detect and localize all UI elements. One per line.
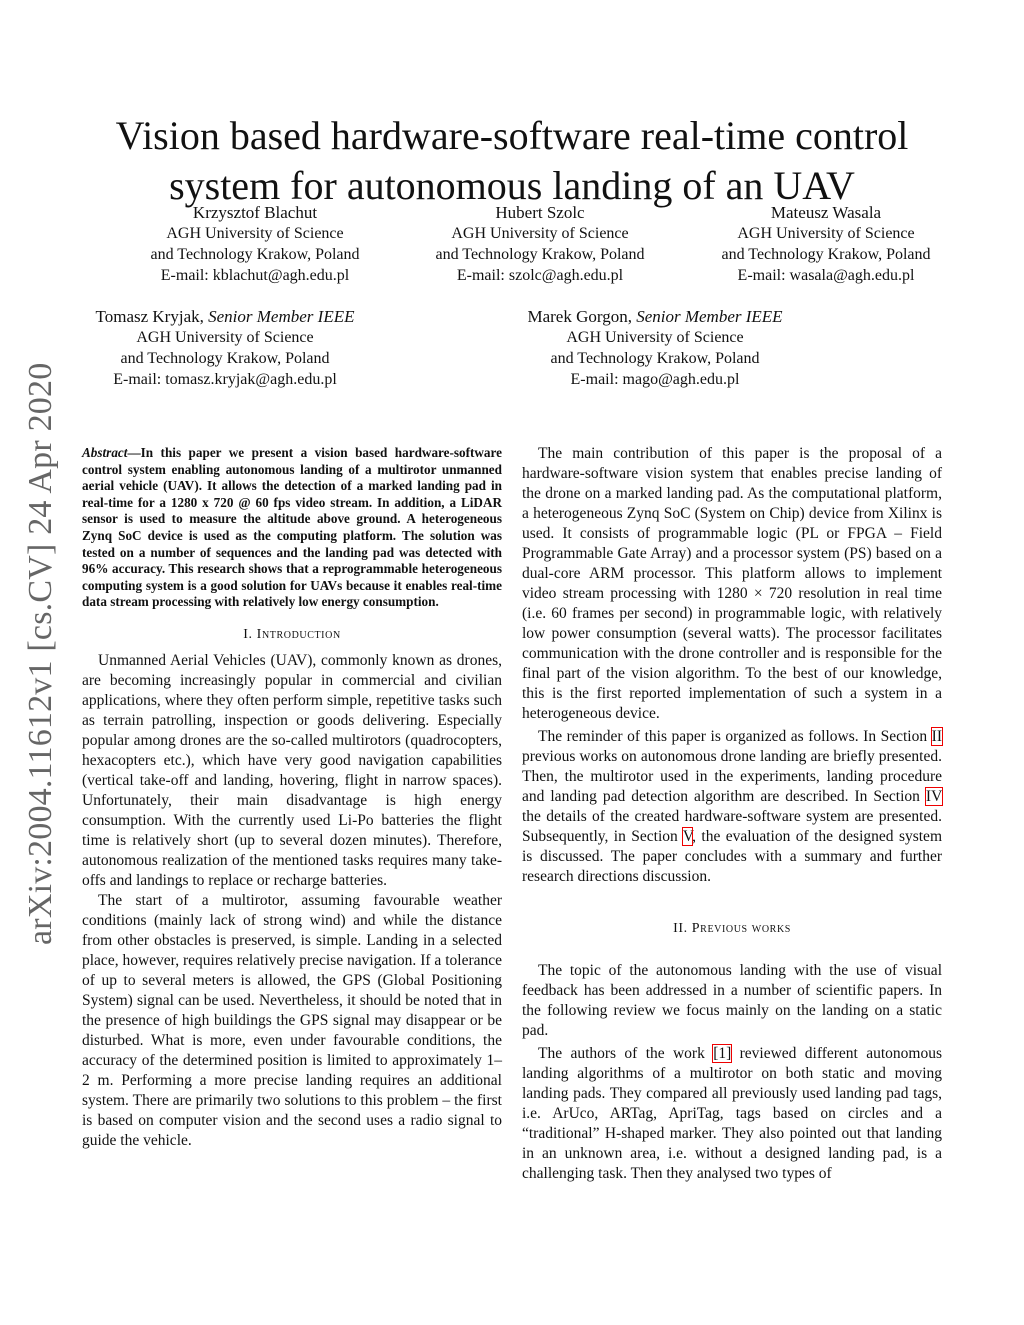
paragraph: The start of a multirotor, assuming favourable weather conditions (mainly lack of strong wind) and while the distance from other obstacles is preserved, is simple. Landing in a selected place, however, requires relatively precise navigation. If a tolerance of up to several meters is allowed, the GPS (Global Positioning System) signal can be used. Nevertheless, it should be noted that in the presence of high buildings the GPS signal may disappear or be disturbed. What is more, even under favourable conditions, the accuracy of the determined position is limited to approximately 1–2 m. Performing a more precise landing requires an additional system. There are primarily two solutions to this problem – the first is based on computer vision and the second uses a radio signal to guide the vehicle. — [82, 891, 502, 1149]
author-name: Krzysztof Blachut — [192, 203, 318, 222]
author-affiliation: and Technology Krakow, Poland — [120, 350, 330, 367]
abstract-label: Abstract — [82, 445, 128, 460]
paragraph-text: previous works on autonomous drone landing are briefly presented. Then, the multirotor used in the experiments, landing procedure and landing pad detection algorithm are described. In Section — [522, 748, 942, 805]
author-email: E-mail: wasala@agh.edu.pl — [737, 267, 915, 284]
author-name-line — [500, 306, 810, 327]
author-affiliation: AGH University of Science — [737, 225, 915, 242]
author-role: Senior Member IEEE — [636, 307, 783, 326]
paragraph — [522, 727, 942, 887]
author-block — [686, 202, 966, 286]
section-heading: I. Introduction — [243, 626, 341, 642]
author-name-line — [70, 306, 380, 327]
paper-title: Vision based hardware-software real-time control system for autonomous landing of an UAV — [115, 112, 909, 208]
arxiv-identifier: arXiv:2004.11612v1 [cs.CV] 24 Apr 2020 — [22, 362, 59, 945]
author-affiliation: and Technology Krakow, Poland — [435, 246, 645, 263]
author-email: E-mail: tomasz.kryjak@agh.edu.pl — [113, 371, 337, 388]
paragraph-text: The authors of the work — [538, 1045, 714, 1062]
section-link[interactable]: II — [931, 728, 942, 745]
paragraph: The topic of the autonomous landing with the use of visual feedback has been addressed in a number of scientific papers. In the following review we focus mainly on the landing on a static pad. — [522, 962, 942, 1039]
author-affiliation: and Technology Krakow, Poland — [150, 246, 360, 263]
paragraph: Unmanned Aerial Vehicles (UAV), commonly known as drones, are becoming increasingly popular in commercial and civilian applications, where they often perform simple, repetitive tasks such as terrain patrolling, inspection or goods delivering. Especially popular among drones are the so-called multirotors (quadrocopters, hexacopters etc.), which have very good navigation capabilities (vertical take-off and landing, hovering, flight in narrow spaces). Unfortunately, their main disadvantage is high energy consumption. With the currently used Li-Po batteries the flight time is relatively short (up to several dozen minutes). Therefore, autonomous realization of the mentioned tasks requires many take-offs and landings to replace or recharge batteries. — [82, 651, 502, 889]
section-link[interactable]: IV — [925, 788, 942, 805]
paragraph-text: reviewed different autonomous landing algorithms of a multirotor on both static and moving landing pads. They compared all previously used landing pad tags, i.e. ArUco, ARTag, ApriTag, tags based on circles and a “traditional” H-shaped marker. They also pointed out that landing in an unknown area, i.e. without a designed landing pad, is a challenging task. Then they analysed two types of — [522, 1045, 942, 1182]
right-column — [522, 444, 942, 1184]
author-affiliation: AGH University of Science — [166, 225, 344, 242]
section-link[interactable]: V — [682, 828, 693, 845]
abstract-text: —In this paper we present a vision based hardware-software control system enabling autonomous landing of a multirotor unmanned aerial vehicle (UAV). It allows the detection of a marked landing pad in real-time for a 1280 x 720 @ 60 fps video stream. In addition, a LiDAR sensor is used to measure the altitude above ground. A heterogeneous Zynq SoC device is used as the computing platform. The solution was tested on a number of sequences and the landing pad was detected with 96% accuracy. This research shows that a reprogrammable heterogeneous computing system is a good solution for UAVs because it enables real-time data stream processing with relatively low energy consumption. — [82, 445, 502, 610]
author-affiliation: AGH University of Science — [451, 225, 629, 242]
paragraph-text: The reminder of this paper is organized as follows. In Section — [538, 728, 932, 745]
author-name: Hubert Szolc — [495, 203, 585, 222]
author-affiliation: and Technology Krakow, Poland — [721, 246, 931, 263]
left-column — [82, 445, 502, 1151]
section-heading: II. Previous works — [673, 921, 791, 936]
author-affiliation: AGH University of Science — [566, 329, 744, 346]
author-name: Mateusz Wasala — [770, 203, 882, 222]
paragraph-text: , the evaluation of the designed system is discussed. The paper concludes with a summary and further research directions discussion. — [522, 828, 942, 885]
paragraph — [522, 1044, 942, 1184]
author-block — [70, 306, 380, 390]
author-block — [400, 202, 680, 286]
author-name: Marek Gorgon, — [527, 307, 637, 326]
paragraph-text: the details of the created hardware-software system are presented. Subsequently, in Section — [522, 808, 942, 845]
author-email: E-mail: kblachut@agh.edu.pl — [160, 267, 350, 284]
author-name: Tomasz Kryjak, — [95, 307, 209, 326]
author-block — [115, 202, 395, 286]
author-affiliation: and Technology Krakow, Poland — [550, 350, 760, 367]
author-email: E-mail: szolc@agh.edu.pl — [456, 267, 624, 284]
abstract — [82, 445, 502, 611]
citation-link[interactable]: [1] — [713, 1045, 732, 1062]
author-email: E-mail: mago@agh.edu.pl — [570, 371, 740, 388]
author-role: Senior Member IEEE — [208, 307, 355, 326]
author-block — [500, 306, 810, 390]
author-affiliation: AGH University of Science — [136, 329, 314, 346]
paragraph: The main contribution of this paper is the proposal of a hardware-software vision system that enables precise landing of the drone on a marked landing pad. As the computational platform, a heterogeneous Zynq SoC (System on Chip) device from Xilinx is used. It consists of programmable logic (PL or FPGA – Field Programmable Gate Array) and a processor system (PS) based on a dual-core ARM processor. This platform allows to implement video stream processing with 1280 × 720 resolution in real time (i.e. 60 frames per second) in programmable logic, with relatively low power consumption (several watts). The processor facilitates communication with the drone controller and is responsible for the final part of the vision algorithm. To the best of our knowledge, this is the first reported implementation of such a system in a heterogeneous device. — [522, 445, 942, 722]
